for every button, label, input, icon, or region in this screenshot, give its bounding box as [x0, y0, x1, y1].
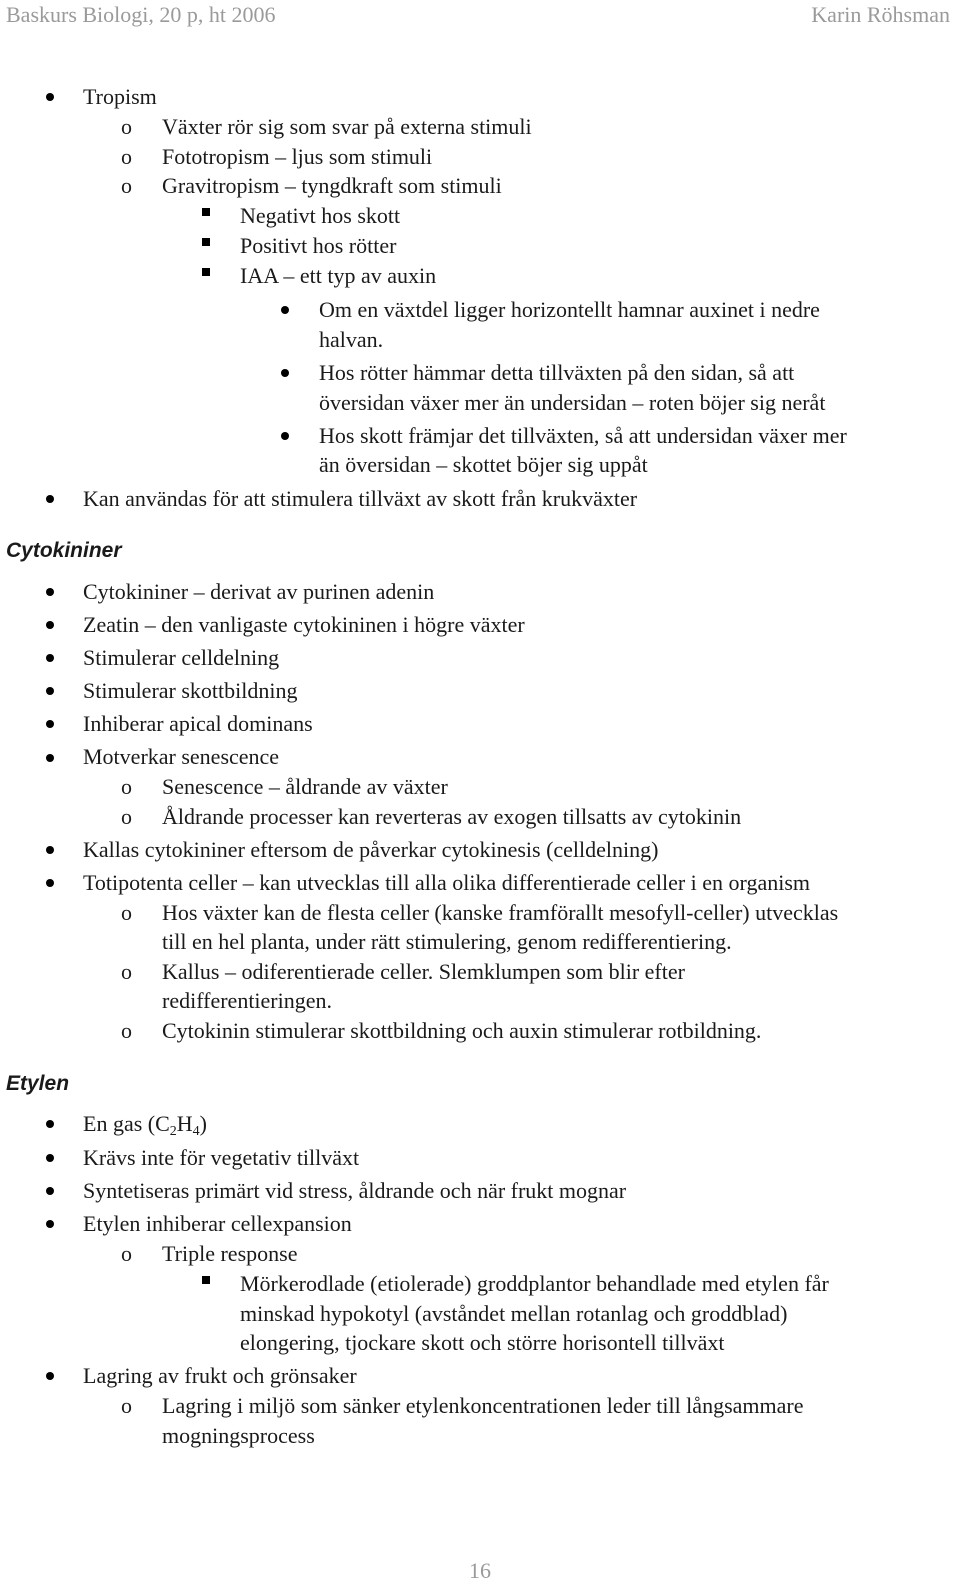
bullet-square-icon [202, 1276, 210, 1284]
section-heading-cytokininer: Cytokininer [6, 539, 122, 562]
list-item-continuation: än översidan – skottet böjer sig uppåt [319, 452, 648, 477]
formula-text: H [176, 1111, 193, 1136]
bullet-dot-icon [46, 1120, 54, 1128]
bullet-dot-icon [46, 754, 54, 762]
bullet-circle-icon: o [121, 1241, 132, 1266]
bullet-dot-icon [46, 1187, 54, 1195]
list-item: Etylen inhiberar cellexpansion [83, 1211, 352, 1236]
bullet-circle-icon: o [121, 1018, 132, 1043]
list-item-continuation: översidan växer mer än undersidan – roten böjer sig neråt [319, 390, 826, 415]
list-item: Tropism [83, 84, 157, 109]
bullet-dot-icon [46, 495, 54, 503]
list-item: Gravitropism – tyngdkraft som stimuli [162, 173, 502, 198]
list-item-continuation: till en hel planta, under rätt stimulering, genom redifferentiering. [162, 929, 732, 954]
list-item: Växter rör sig som svar på externa stimuli [162, 114, 532, 139]
list-item: Stimulerar celldelning [83, 645, 280, 670]
list-item-continuation: mogningsprocess [162, 1423, 315, 1448]
bullet-square-icon [202, 208, 210, 216]
list-item: Åldrande processer kan reverteras av exogen tillsatts av cytokinin [162, 804, 742, 829]
list-item-formula [83, 1109, 207, 1147]
list-item: Hos skott främjar det tillväxten, så att undersidan växer mer [319, 423, 847, 448]
list-item: Kallus – odiferentierade celler. Slemklumpen som blir efter [162, 959, 685, 984]
list-item: Lagring i miljö som sänker etylenkoncentrationen leder till långsammare [162, 1393, 804, 1418]
bullet-dot-icon [46, 846, 54, 854]
section-heading-etylen: Etylen [6, 1072, 70, 1095]
list-item-continuation: elongering, tjockare skott och större horisontell tillväxt [240, 1330, 725, 1355]
bullet-square-icon [202, 238, 210, 246]
list-item-continuation: halvan. [319, 327, 384, 352]
header-author: Karin Röhsman [811, 2, 950, 27]
bullet-dot-icon [46, 1154, 54, 1162]
list-item: Cytokininer – derivat av purinen adenin [83, 579, 435, 604]
list-item: Inhiberar apical dominans [83, 711, 313, 736]
bullet-circle-icon: o [121, 144, 132, 169]
list-item: Mörkerodlade (etiolerade) groddplantor behandlade med etylen får [240, 1271, 829, 1296]
list-item: Triple response [162, 1241, 298, 1266]
header-course-title: Baskurs Biologi, 20 p, ht 2006 [6, 2, 276, 27]
bullet-circle-icon: o [121, 114, 132, 139]
bullet-dot-icon [46, 93, 54, 101]
bullet-dot-icon [46, 621, 54, 629]
list-item: Fototropism – ljus som stimuli [162, 144, 433, 169]
bullet-circle-icon: o [121, 804, 132, 829]
bullet-square-icon [202, 268, 210, 276]
list-item: Positivt hos rötter [240, 233, 397, 258]
bullet-circle-icon: o [121, 900, 132, 925]
list-item: Krävs inte för vegetativ tillväxt [83, 1145, 360, 1170]
list-item-continuation: redifferentieringen. [162, 988, 333, 1013]
bullet-dot-icon [46, 1220, 54, 1228]
bullet-dot-icon [281, 432, 289, 440]
formula-subscript: 4 [192, 1124, 200, 1139]
list-item-continuation: minskad hypokotyl (avståndet mellan rotanlag och groddblad) [240, 1301, 788, 1326]
bullet-circle-icon: o [121, 173, 132, 198]
list-item: Om en växtdel ligger horizontellt hamnar auxinet i nedre [319, 297, 820, 322]
list-item: IAA – ett typ av auxin [240, 263, 437, 288]
list-item: Lagring av frukt och grönsaker [83, 1363, 357, 1388]
list-item: Kallas cytokininer eftersom de påverkar cytokinesis (celldelning) [83, 837, 659, 862]
bullet-circle-icon: o [121, 1393, 132, 1418]
list-item: Hos växter kan de flesta celler (kanske framförallt mesofyll-celler) utvecklas [162, 900, 839, 925]
list-item: Syntetiseras primärt vid stress, åldrande och när frukt mognar [83, 1178, 627, 1203]
list-item: Zeatin – den vanligaste cytokininen i högre växter [83, 612, 525, 637]
bullet-dot-icon [46, 720, 54, 728]
list-item: Totipotenta celler – kan utvecklas till alla olika differentierade celler i en organism [83, 870, 811, 895]
list-item: Cytokinin stimulerar skottbildning och auxin stimulerar rotbildning. [162, 1018, 762, 1043]
list-item: Kan användas för att stimulera tillväxt av skott från krukväxter [83, 486, 638, 511]
bullet-dot-icon [281, 306, 289, 314]
page-number: 16 [469, 1558, 491, 1583]
bullet-dot-icon [46, 687, 54, 695]
list-item: Senescence – åldrande av växter [162, 774, 448, 799]
bullet-dot-icon [46, 654, 54, 662]
list-item: Motverkar senescence [83, 744, 280, 769]
bullet-dot-icon [46, 879, 54, 887]
list-item: Negativt hos skott [240, 203, 401, 228]
formula-text: ) [199, 1111, 207, 1136]
bullet-dot-icon [46, 1372, 54, 1380]
list-item: Hos rötter hämmar detta tillväxten på den sidan, så att [319, 360, 795, 385]
formula-subscript: 2 [169, 1124, 177, 1139]
bullet-circle-icon: o [121, 774, 132, 799]
bullet-dot-icon [281, 369, 289, 377]
list-item: Stimulerar skottbildning [83, 678, 298, 703]
formula-text: En gas (C [83, 1111, 170, 1136]
bullet-dot-icon [46, 588, 54, 596]
bullet-circle-icon: o [121, 959, 132, 984]
